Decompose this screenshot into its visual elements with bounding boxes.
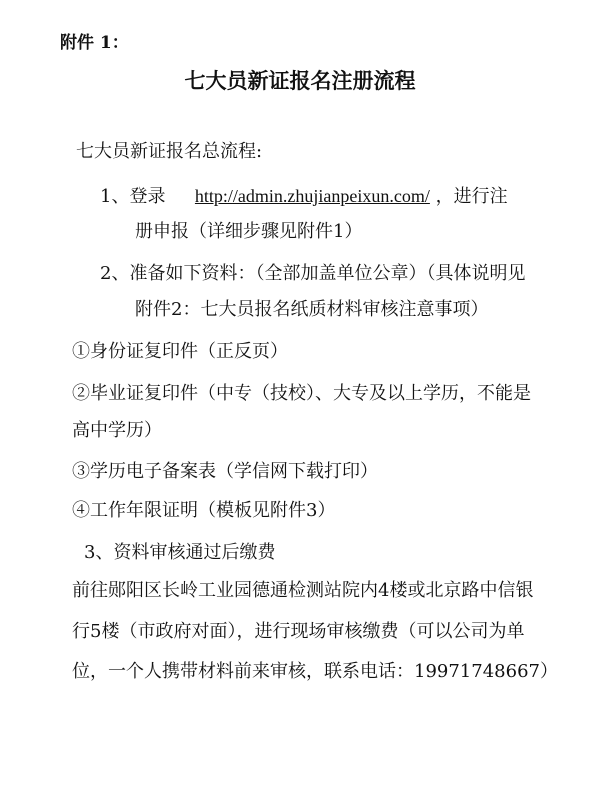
step3-heading: 3、资料审核通过后缴费 xyxy=(84,542,276,563)
material-item-diploma-line2: 高中学历） xyxy=(72,420,162,441)
attachment-label: 附件 1： xyxy=(60,33,129,53)
step2-line2: 附件2：七大员报名纸质材料审核注意事项） xyxy=(135,299,489,320)
page-title: 七大员新证报名注册流程 xyxy=(184,68,416,93)
step2-line1: 2、准备如下资料：（全部加盖单位公章）（具体说明见 xyxy=(100,263,526,284)
step1-suffix: ，进行注 xyxy=(435,186,508,207)
step1-prefix: 1、登录 xyxy=(100,186,166,207)
step3-line3: 位，一个人携带材料前来审核，联系电话：19971748667） xyxy=(72,661,558,682)
material-item-diploma-line1: ②毕业证复印件（中专（技校）、大专及以上学历，不能是 xyxy=(72,383,531,404)
step1-line xyxy=(100,185,508,208)
step3-line2: 行5楼（市政府对面），进行现场审核缴费（可以公司为单 xyxy=(72,621,525,642)
overview-heading: 七大员新证报名总流程: xyxy=(76,141,263,162)
login-url-link[interactable]: http://admin.zhujianpeixun.com/ xyxy=(194,186,430,206)
material-item-id-copy: ①身份证复印件（正反页） xyxy=(72,341,288,362)
step3-line1: 前往郧阳区长岭工业园德通检测站院内4楼或北京路中信银 xyxy=(72,580,534,601)
material-item-education-record: ③学历电子备案表（学信网下载打印） xyxy=(72,461,378,482)
step1-continuation: 册申报（详细步骤见附件1） xyxy=(135,221,363,242)
material-item-work-years: ④工作年限证明（模板见附件3） xyxy=(72,500,336,521)
